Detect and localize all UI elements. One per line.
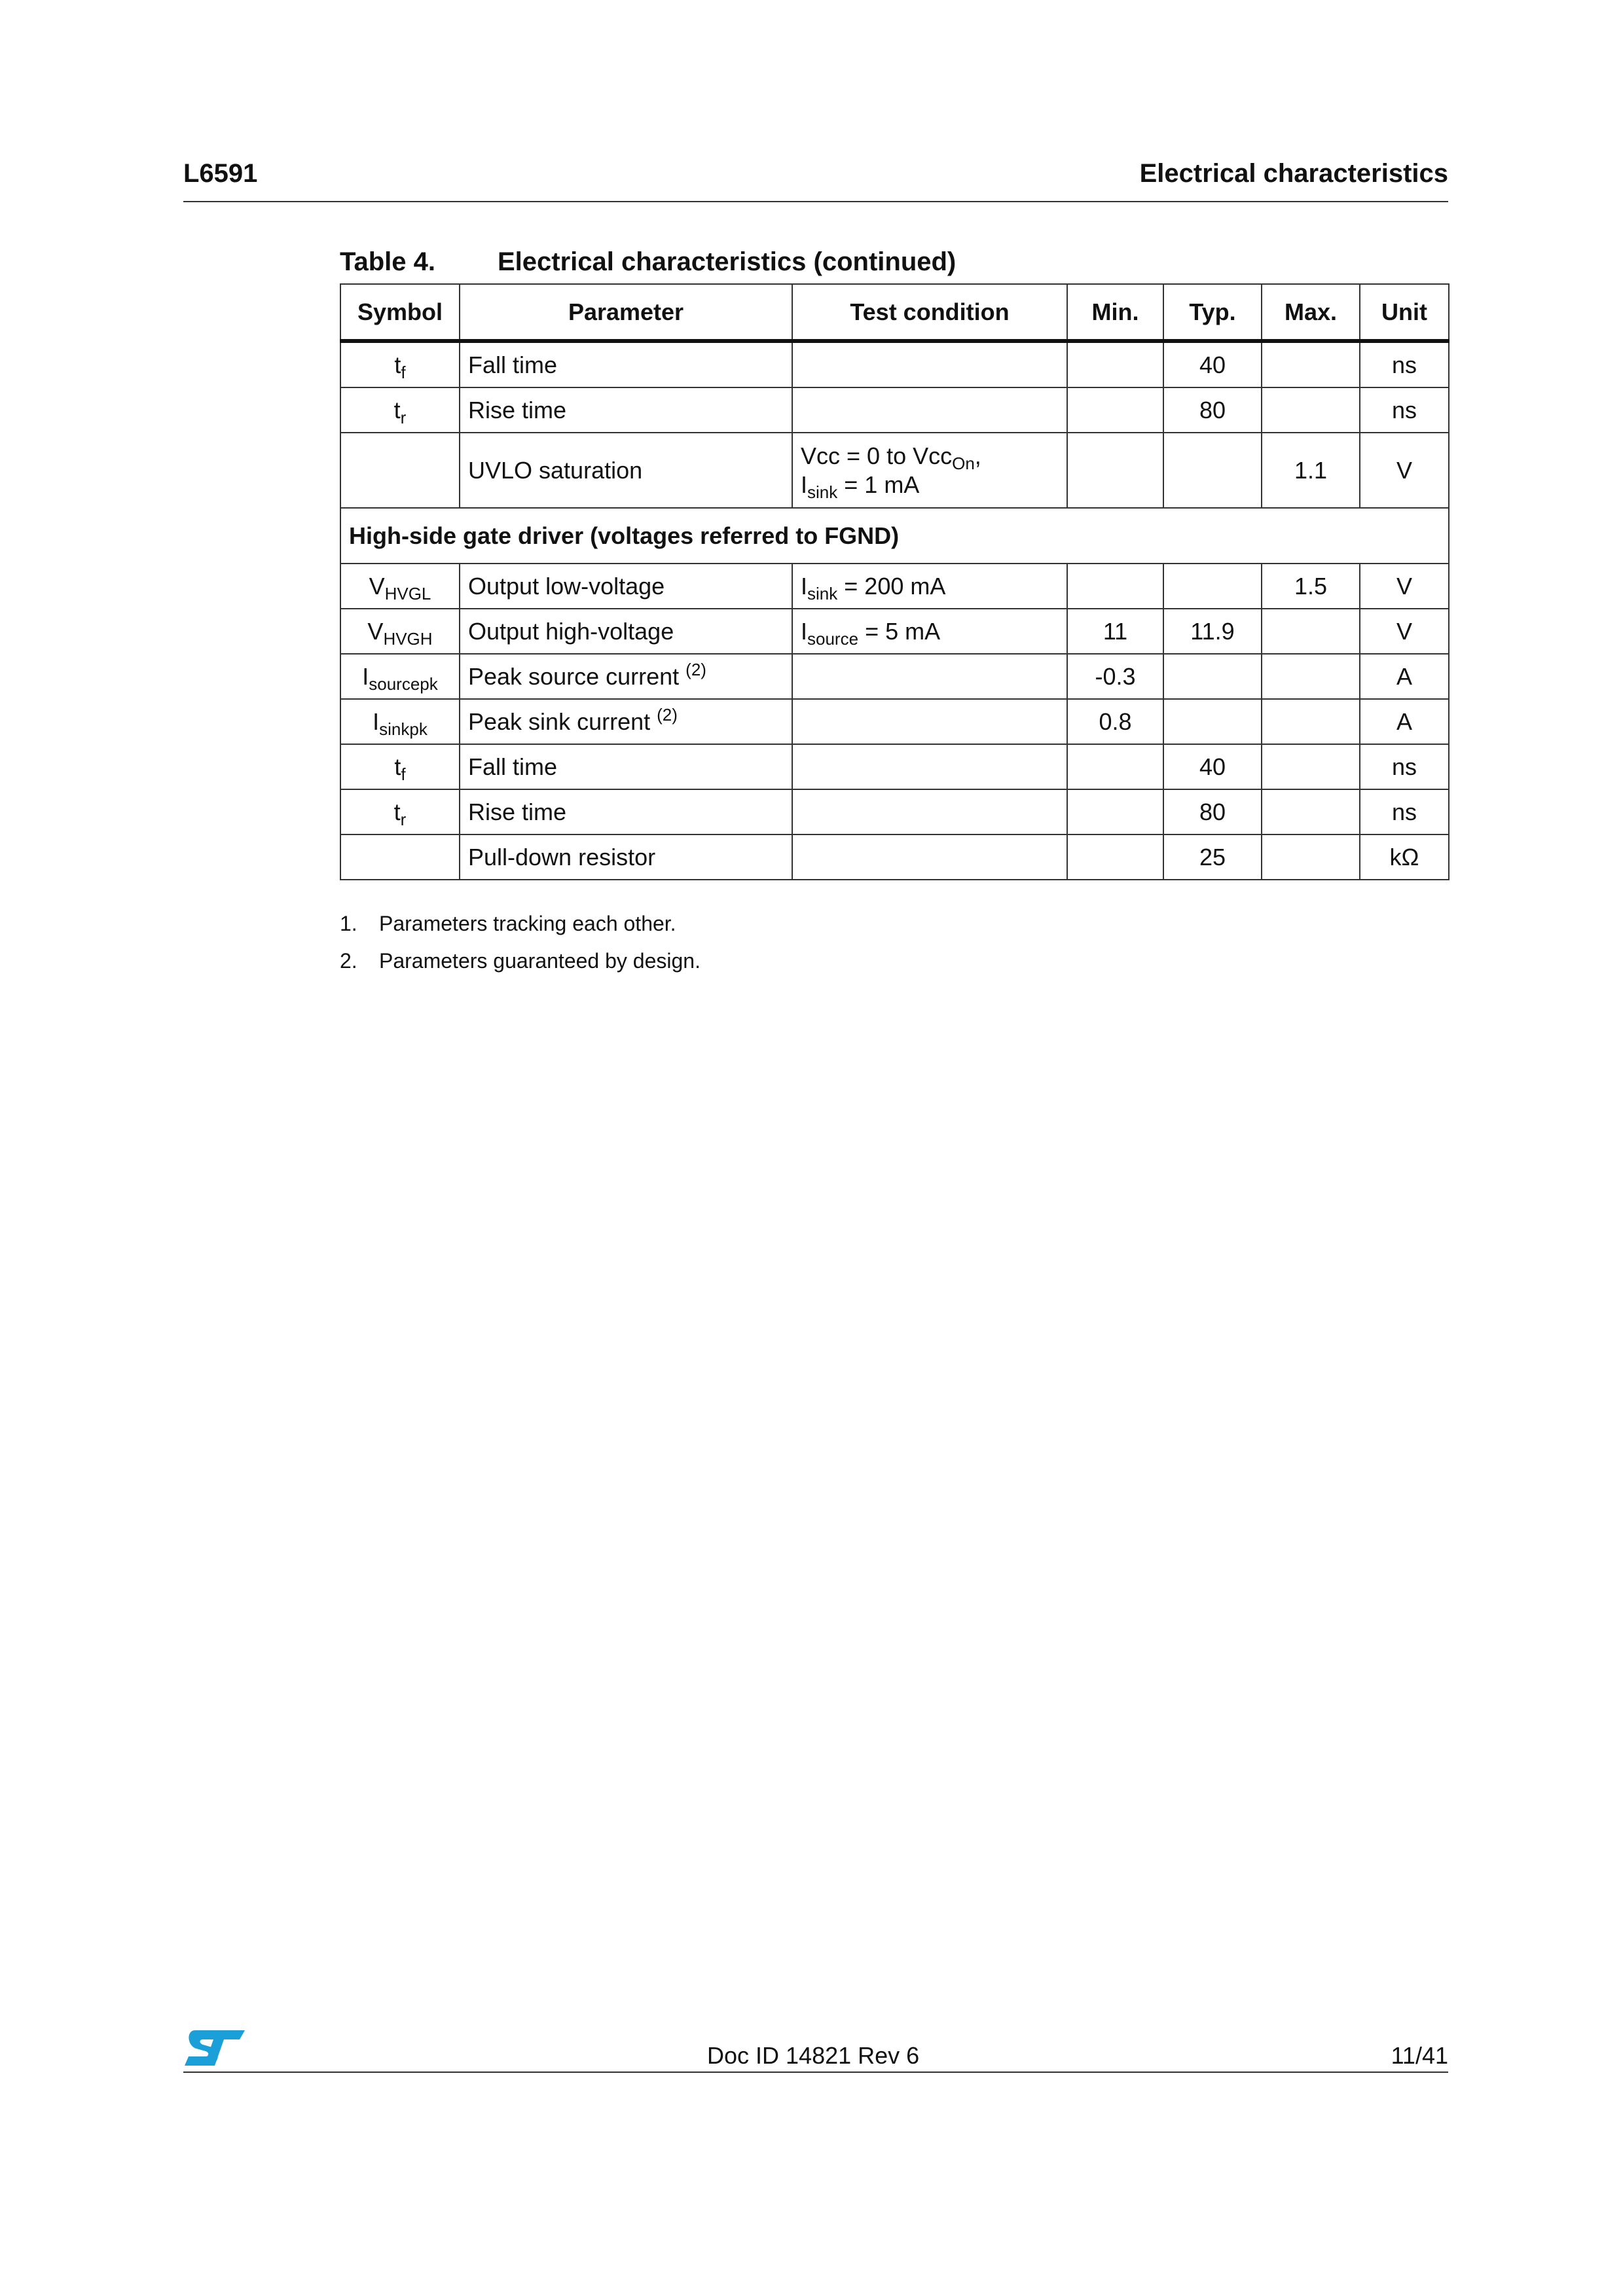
symbol-main: t [393,396,401,423]
column-header-test-condition: Test condition [792,284,1067,341]
typ-cell: 40 [1163,744,1262,789]
section-row [340,508,1449,564]
typ-cell [1163,564,1262,609]
table-caption-title: Electrical characteristics (continued) [498,247,957,276]
typ-cell: 25 [1163,834,1262,880]
typ-cell: 80 [1163,789,1262,834]
table-row [340,609,1449,654]
footer-rule [183,2072,1448,2073]
symbol-cell [340,744,460,789]
max-cell: 1.5 [1262,564,1360,609]
symbol-subscript: HVGL [384,583,431,603]
parameter-note: (2) [685,659,706,679]
max-cell: 1.1 [1262,433,1360,508]
part-number: L6591 [183,159,258,188]
parameter-cell [460,387,792,433]
min-cell [1067,744,1163,789]
symbol-main: t [394,753,401,780]
table-header-row [340,284,1449,341]
symbol-cell [340,834,460,880]
symbol-cell [340,609,460,654]
condition-subscript: sink [807,482,838,502]
section-title: Electrical characteristics [1139,159,1448,188]
typ-cell [1163,654,1262,699]
test-condition-cell [792,744,1067,789]
footnote [340,942,701,980]
condition-tail: = 5 mA [858,617,941,645]
column-header-max: Max. [1262,284,1360,341]
condition-tail: = 200 mA [837,572,946,600]
footnote-number: 2. [340,949,357,973]
parameter-text: UVLO saturation [468,456,643,484]
max-cell [1262,654,1360,699]
test-condition-cell [792,834,1067,880]
table-row [340,654,1449,699]
symbol-cell [340,789,460,834]
footnote-text: Parameters tracking each other. [379,912,676,935]
symbol-subscript: sourcepk [369,673,438,694]
symbol-main: I [373,708,380,735]
parameter-text: Peak source current [468,662,686,690]
min-cell [1067,341,1163,387]
column-header-typ: Typ. [1163,284,1262,341]
min-cell: -0.3 [1067,654,1163,699]
typ-cell [1163,433,1262,508]
page-number: 11/41 [1391,2042,1448,2069]
test-condition-cell [792,654,1067,699]
unit-cell: ns [1360,744,1449,789]
min-cell [1067,834,1163,880]
parameter-text: Pull-down resistor [468,843,656,870]
column-header-unit: Unit [1360,284,1449,341]
parameter-cell [460,564,792,609]
min-cell: 0.8 [1067,699,1163,744]
unit-cell: ns [1360,341,1449,387]
parameter-cell [460,789,792,834]
footnote-number: 1. [340,912,357,935]
min-cell [1067,564,1163,609]
symbol-cell [340,564,460,609]
min-cell [1067,789,1163,834]
symbol-subscript: r [400,407,407,427]
symbol-main: V [369,572,385,600]
test-condition-cell [792,341,1067,387]
symbol-main: t [394,351,401,378]
max-cell [1262,744,1360,789]
unit-cell: V [1360,433,1449,508]
table-row [340,433,1449,508]
condition-main: Vcc = 0 to Vcc [801,442,953,469]
symbol-subscript: f [401,764,406,784]
condition-tail: , [974,442,981,469]
symbol-cell [340,433,460,508]
min-cell [1067,433,1163,508]
table-notes [340,905,701,980]
typ-cell: 80 [1163,387,1262,433]
condition-tail: = 1 mA [837,471,920,498]
condition-line-2 [801,471,1059,502]
table-row [340,564,1449,609]
electrical-characteristics-table [340,283,1450,880]
unit-cell: A [1360,699,1449,744]
test-condition-cell [792,387,1067,433]
parameter-text: Rise time [468,396,567,423]
parameter-text: Rise time [468,798,567,825]
min-cell: 11 [1067,609,1163,654]
symbol-main: V [367,617,384,645]
symbol-subscript: f [401,362,406,382]
parameter-cell [460,433,792,508]
condition-subscript: On [952,453,975,473]
column-header-min: Min. [1067,284,1163,341]
max-cell [1262,834,1360,880]
symbol-cell [340,699,460,744]
condition-line-1 [801,442,1059,471]
unit-cell: ns [1360,789,1449,834]
condition-subscript: source [807,628,859,649]
symbol-subscript: r [400,809,407,829]
symbol-subscript: HVGH [383,628,433,649]
condition-main: I [801,572,808,600]
max-cell [1262,699,1360,744]
table-row [340,387,1449,433]
unit-cell: ns [1360,387,1449,433]
typ-cell: 40 [1163,341,1262,387]
footnote-text: Parameters guaranteed by design. [379,949,701,973]
parameter-cell [460,654,792,699]
unit-cell: kΩ [1360,834,1449,880]
parameter-cell [460,699,792,744]
parameter-cell [460,341,792,387]
doc-id: Doc ID 14821 Rev 6 [707,2042,920,2069]
table-row [340,699,1449,744]
test-condition-cell [792,433,1067,508]
unit-cell: A [1360,654,1449,699]
table-caption-number: Table 4. [340,247,435,276]
parameter-cell [460,834,792,880]
parameter-cell [460,609,792,654]
symbol-cell [340,387,460,433]
test-condition-cell [792,699,1067,744]
typ-cell [1163,699,1262,744]
footnote [340,905,701,942]
condition-main: I [801,471,808,498]
max-cell [1262,789,1360,834]
max-cell [1262,341,1360,387]
test-condition-cell [792,609,1067,654]
symbol-subscript: sinkpk [379,719,428,739]
symbol-main: I [362,662,369,690]
unit-cell: V [1360,609,1449,654]
table-row [340,834,1449,880]
symbol-main: t [393,798,401,825]
parameter-note: (2) [657,704,678,725]
parameter-text: Output high-voltage [468,617,674,645]
test-condition-cell [792,789,1067,834]
parameter-text: Peak sink current [468,708,657,735]
column-header-symbol: Symbol [340,284,460,341]
st-logo-icon [183,2028,246,2068]
parameter-text: Fall time [468,351,558,378]
test-condition-cell [792,564,1067,609]
max-cell [1262,609,1360,654]
parameter-cell [460,744,792,789]
header-rule [183,201,1448,202]
table-caption [340,247,956,277]
max-cell [1262,387,1360,433]
section-heading: High-side gate driver (voltages referred to FGND) [340,508,1449,564]
table-row [340,744,1449,789]
condition-subscript: sink [807,583,838,603]
min-cell [1067,387,1163,433]
unit-cell: V [1360,564,1449,609]
symbol-cell [340,654,460,699]
table-row [340,341,1449,387]
symbol-cell [340,341,460,387]
parameter-text: Fall time [468,753,558,780]
column-header-parameter: Parameter [460,284,792,341]
typ-cell: 11.9 [1163,609,1262,654]
table-row [340,789,1449,834]
condition-main: I [801,617,808,645]
parameter-text: Output low-voltage [468,572,665,600]
